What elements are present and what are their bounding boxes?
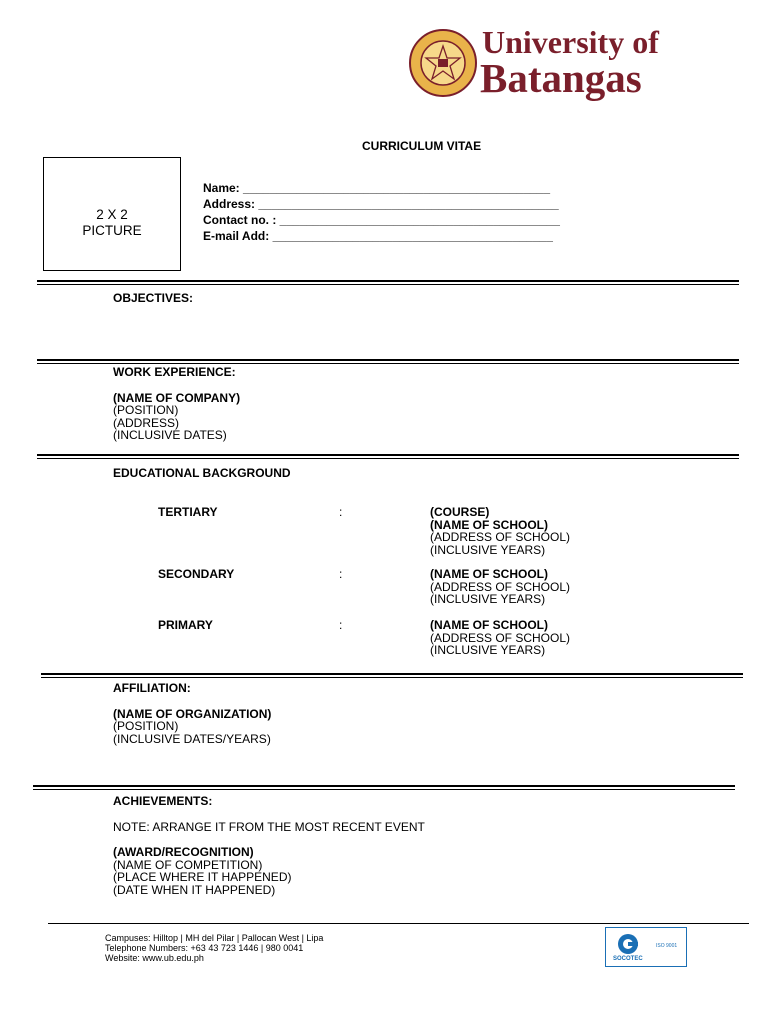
contact-field[interactable]: Contact no. : __________________________________________ [203,213,560,227]
work-address: (ADDRESS) [113,415,180,430]
affiliation-dates: (INCLUSIVE DATES/YEARS) [113,731,271,746]
competition-place: (PLACE WHERE IT HAPPENED) [113,870,292,884]
affiliation-section [113,682,271,745]
primary-details [430,619,570,657]
secondary-address: (ADDRESS OF SCHOOL) [430,579,571,594]
tertiary-colon: : [339,505,343,519]
cert-standard: ISO 9001 [656,943,678,949]
university-name-line1: University of [482,24,659,60]
footer-campuses: Campuses: Hilltop | MH del Pilar | Pallocan West | Lipa [105,933,324,943]
footer-telephone: Telephone Numbers: +63 43 723 1446 | 980 0041 [105,943,304,953]
primary-colon: : [339,618,343,632]
footer-divider [48,923,749,924]
award-name: (AWARD/RECOGNITION) [113,845,254,859]
footer-info [105,933,323,963]
company-name: (NAME OF COMPANY) [113,390,241,405]
competition-date: (DATE WHEN IT HAPPENED) [113,882,276,897]
work-position: (POSITION) [113,403,179,417]
socotec-logo-icon [612,932,644,956]
tertiary-label: TERTIARY [158,505,218,519]
objectives-heading: OBJECTIVES: [113,291,194,305]
tertiary-course: (COURSE) [430,505,490,519]
tertiary-details [430,506,570,556]
secondary-years: (INCLUSIVE YEARS) [430,592,546,606]
picture-label-size: 2 X 2 [96,207,128,222]
certification-badge [605,927,687,967]
work-experience-section [113,366,240,442]
divider [33,785,735,787]
divider [37,280,739,282]
university-name-line2: Batangas [480,55,642,101]
footer-website: Website: www.ub.edu.ph [105,953,204,963]
primary-years: (INCLUSIVE YEARS) [430,643,546,657]
divider [41,673,743,675]
email-field[interactable]: E-mail Add: __________________________________________ [203,229,553,243]
personal-info [203,182,560,246]
document-title: CURRICULUM VITAE [362,139,482,153]
education-heading: EDUCATIONAL BACKGROUND [113,466,291,480]
tertiary-years: (INCLUSIVE YEARS) [430,542,546,557]
work-dates: (INCLUSIVE DATES) [113,428,227,442]
divider [37,359,739,361]
address-field[interactable]: Address: _____________________________________________ [203,197,559,211]
primary-school: (NAME OF SCHOOL) [430,618,548,632]
primary-address: (ADDRESS OF SCHOOL) [430,630,571,645]
picture-placeholder [43,157,181,271]
divider [33,789,735,790]
divider [37,454,739,456]
cert-brand: SOCOTEC [613,956,643,962]
divider [37,458,739,459]
tertiary-school: (NAME OF SCHOOL) [430,517,548,532]
competition-name: (NAME OF COMPETITION) [113,857,263,872]
secondary-details [430,568,570,606]
achievements-section [113,795,425,896]
organization-name: (NAME OF ORGANIZATION) [113,706,272,721]
university-logo [408,24,688,101]
picture-label: PICTURE [82,223,142,238]
achievements-note: NOTE: ARRANGE IT FROM THE MOST RECENT EVENT [113,819,425,834]
divider [41,677,743,678]
tertiary-address: (ADDRESS OF SCHOOL) [430,530,571,544]
name-field[interactable]: Name: ______________________________________________ [203,181,551,195]
university-seal-icon [408,28,478,98]
secondary-colon: : [339,567,343,581]
divider [37,363,739,364]
work-heading: WORK EXPERIENCE: [113,365,236,379]
secondary-label: SECONDARY [158,567,235,581]
primary-label: PRIMARY [158,618,213,632]
affiliation-position: (POSITION) [113,719,179,733]
achievements-heading: ACHIEVEMENTS: [113,794,213,808]
affiliation-heading: AFFILIATION: [113,681,191,695]
secondary-school: (NAME OF SCHOOL) [430,567,548,581]
divider [37,284,739,285]
